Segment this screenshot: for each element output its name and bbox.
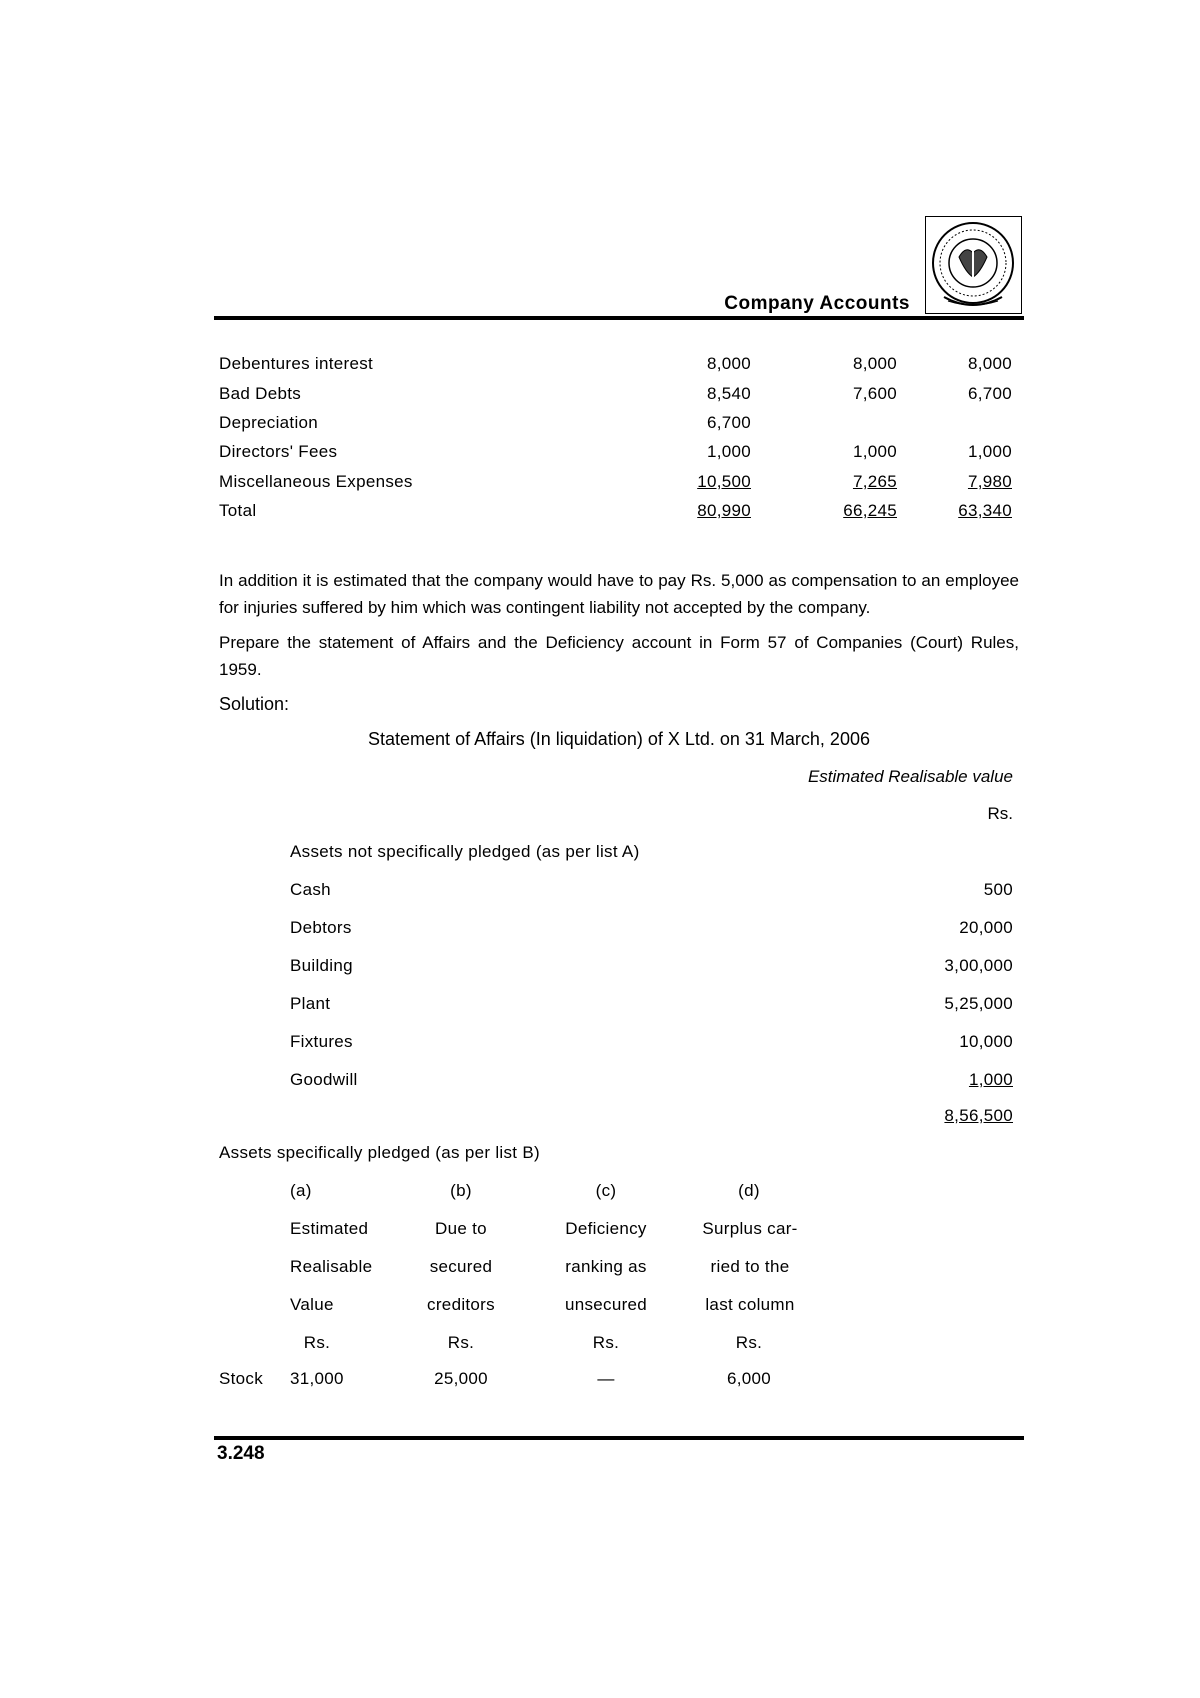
column-heading-erv: Estimated Realisable value — [807, 767, 1013, 786]
row-label: Depreciation — [219, 413, 319, 432]
list-item — [290, 956, 1013, 982]
paragraph-compensation: In addition it is estimated that the company would have to pay Rs. 5,000 as compensation to an employee for injuries suffered by him which was contingent liability not accepted by the company. — [219, 571, 1019, 617]
row-value-2: 1,000 — [852, 442, 897, 461]
row-value-3: 7,980 — [967, 472, 1012, 491]
table-row — [219, 472, 1019, 498]
list-a-heading-text: Assets not specifically pledged (as per list A) — [290, 842, 640, 861]
asset-label: Fixtures — [290, 1032, 353, 1051]
footer-rule — [214, 1436, 1024, 1440]
row-label: Total — [219, 501, 257, 520]
list-b-heading: Assets specifically pledged (as per list B) — [219, 1143, 540, 1162]
column-a-line2: Realisable — [290, 1257, 373, 1276]
list-a-heading — [290, 842, 1013, 868]
row-value-1: 10,500 — [697, 472, 751, 491]
list-item — [290, 994, 1013, 1020]
page-number: 3.248 — [217, 1443, 265, 1464]
table-row — [219, 384, 1019, 410]
pledged-value-b: 25,000 — [434, 1369, 488, 1388]
list-item — [290, 1032, 1013, 1058]
row-label: Bad Debts — [219, 384, 302, 403]
column-a-line3: Value — [290, 1295, 334, 1314]
row-label: Miscellaneous Expenses — [219, 472, 413, 491]
row-value-1: 6,700 — [706, 413, 751, 432]
seal-icon — [926, 217, 1021, 313]
column-a-line1: Estimated — [290, 1219, 369, 1238]
asset-label: Building — [290, 956, 353, 975]
paragraph-instruction: Prepare the statement of Affairs and the Deficiency account in Form 57 of Companies (Court) Rules, 1959. — [219, 633, 1019, 679]
row-value-2: 7,600 — [852, 384, 897, 403]
column-c-line1: Deficiency — [565, 1219, 647, 1238]
asset-label: Plant — [290, 994, 331, 1013]
page-header-title: Company Accounts — [724, 293, 910, 314]
asset-value: 3,00,000 — [944, 956, 1013, 975]
pledged-value-d: 6,000 — [726, 1369, 772, 1388]
solution-label: Solution: — [219, 694, 290, 714]
row-label: Debentures interest — [219, 354, 374, 373]
table-row — [219, 442, 1019, 468]
asset-value: 10,000 — [959, 1032, 1013, 1051]
column-d-line2: ried to the — [710, 1257, 790, 1276]
column-b-line3: creditors — [427, 1295, 495, 1314]
total-value-1: 80,990 — [697, 501, 751, 520]
row-value-3: 6,700 — [967, 384, 1012, 403]
total-value-3: 63,340 — [958, 501, 1012, 520]
row-value-1: 8,540 — [706, 384, 751, 403]
statement-title: Statement of Affairs (In liquidation) of X Ltd. on 31 March, 2006 — [368, 729, 870, 749]
column-c-unit: Rs. — [592, 1333, 620, 1352]
total-row — [219, 501, 1019, 527]
list-item — [290, 918, 1013, 944]
column-d-line1: Surplus car- — [702, 1219, 798, 1238]
row-value-3: 8,000 — [967, 354, 1012, 373]
column-b-unit: Rs. — [447, 1333, 475, 1352]
column-a-unit: Rs. — [303, 1333, 331, 1352]
row-value-3: 1,000 — [967, 442, 1012, 461]
asset-value: 1,000 — [968, 1070, 1013, 1089]
row-value-2: 8,000 — [852, 354, 897, 373]
emblem-logo — [925, 216, 1022, 314]
column-d-unit: Rs. — [735, 1333, 763, 1352]
currency-heading: Rs. — [987, 804, 1013, 823]
asset-value: 500 — [983, 880, 1013, 899]
asset-label: Debtors — [290, 918, 352, 937]
list-item — [290, 880, 1013, 906]
asset-value: 20,000 — [959, 918, 1013, 937]
asset-label: Cash — [290, 880, 331, 899]
asset-label: Goodwill — [290, 1070, 358, 1089]
column-letter-d: (d) — [738, 1181, 760, 1200]
list-a-total: 8,56,500 — [944, 1106, 1013, 1125]
table-row — [219, 354, 1019, 380]
row-value-1: 8,000 — [706, 354, 751, 373]
list-item — [290, 1070, 1013, 1096]
column-d-line3: last column — [705, 1295, 795, 1314]
list-a-total-row — [290, 1106, 1013, 1132]
row-label: Directors' Fees — [219, 442, 338, 461]
row-value-2: 7,265 — [852, 472, 897, 491]
table-row — [219, 413, 1019, 439]
pledged-value-a: 31,000 — [290, 1369, 344, 1388]
column-letter-a: (a) — [290, 1181, 312, 1200]
column-b-line2: secured — [429, 1257, 493, 1276]
asset-value: 5,25,000 — [944, 994, 1013, 1013]
column-letter-c: (c) — [595, 1181, 617, 1200]
column-c-line3: unsecured — [564, 1295, 648, 1314]
column-b-line1: Due to — [435, 1219, 487, 1238]
header-rule — [214, 316, 1024, 320]
column-letter-b: (b) — [450, 1181, 472, 1200]
total-value-2: 66,245 — [843, 501, 897, 520]
pledged-asset-label: Stock — [219, 1369, 264, 1388]
row-value-1: 1,000 — [706, 442, 751, 461]
column-c-line2: ranking as — [565, 1257, 647, 1276]
pledged-value-c: — — [597, 1369, 615, 1388]
